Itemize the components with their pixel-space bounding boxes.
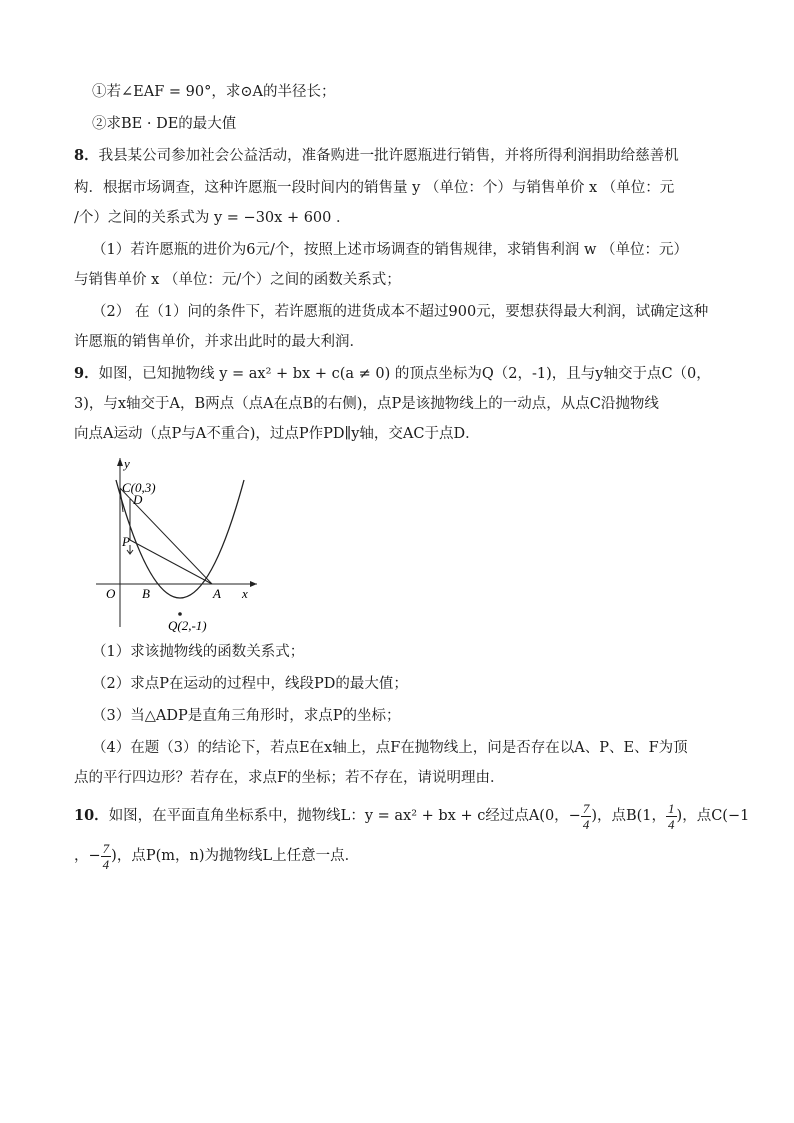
x-axis-arrow [250,581,257,587]
q9-line2: 3)，与x轴交于A，B两点（点A在点B的右侧)，点P是该抛物线上的一动点，从点C沿抛物线 [74,396,659,412]
q7-sub2: ②求BE · DE的最大值 [92,116,237,132]
q9-part3: （3）当△ADP是直角三角形时，求点P的坐标； [92,708,401,724]
q8-line1: 8．我县某公司参加社会公益活动，准备购进一批许愿瓶进行销售，并将所得利润捐助给慈善机 [74,147,679,164]
q10-line1: 10．如图，在平面直角坐标系中，抛物线L：y = ax² + bx + c经过点A(0，− $\frac{7}{4}$ )，点B(1， $\frac{1}{4}$ )，点C(−1 [74,800,750,832]
q10-line2: ，− $\frac{7}{4}$ )，点P(m，n)为抛物线L上任意一点． [74,840,360,872]
q9-part4-line2: 点的平行四边形？若存在，求点F的坐标；若不存在，请说明理由． [74,770,505,786]
label-p: P [122,534,130,549]
label-q: Q(2,-1) [168,618,207,633]
q9-line1: 9．如图，已知抛物线 y = ax² + bx + c(a ≠ 0) 的顶点坐标为Q（2，-1)，且与y轴交于点C（0， [74,365,711,382]
q8-part1-line2: 与销售单价 x （单位：元/个）之间的函数关系式； [74,272,401,288]
q9-part2: （2）求点P在运动的过程中，线段PD的最大值； [92,676,408,692]
segment-pa [130,540,212,584]
q9-number: 9． [74,365,99,382]
vertex-dot [178,612,182,616]
label-c: C(0,3) [122,480,156,495]
fraction-7-4-b: $\frac{7}{4}$ [102,840,110,872]
label-b: B [142,586,150,601]
label-o: O [106,586,116,601]
q8-part2-line2: 许愿瓶的销售单价，并求出此时的最大利润． [74,334,364,350]
fraction-1-4: $\frac{1}{4}$ [668,800,675,832]
q9-line3: 向点A运动（点P与A不重合)，过点P作PD∥y轴，交AC于点D． [74,426,480,442]
parabola-figure [92,452,262,637]
q8-line2: 构．根据市场调查，这种许愿瓶一段时间内的销售量 y （单位：个）与销售单价 x （单位：元 [74,180,675,196]
q9-part1: （1）求该抛物线的函数关系式； [92,644,305,660]
label-y: y [124,456,130,471]
q10-number: 10． [74,807,109,824]
q9-part4-line1: （4）在题（3）的结论下，若点E在x轴上，点F在抛物线上，问是否存在以A、P、E、F为顶 [92,740,688,756]
y-axis-arrow [117,458,123,466]
q8-part2-line1: （2） 在（1）问的条件下，若许愿瓶的进货成本不超过900元，要想获得最大利润，试确定这种 [92,304,709,320]
label-d: D [133,492,143,507]
q8-part1-line1: （1）若许愿瓶的进价为6元/个，按照上述市场调查的销售规律，求销售利润 w （单位：元） [92,242,688,258]
q8-number: 8． [74,147,99,164]
fraction-7-4: $\frac{7}{4}$ [582,800,590,832]
q8-line3: /个）之间的关系式为 y = −30x + 600 ． [74,210,351,226]
q7-sub1: ①若∠EAF = 90°，求⊙A的半径长； [92,84,336,100]
label-x: x [242,586,248,601]
label-a: A [213,586,221,601]
